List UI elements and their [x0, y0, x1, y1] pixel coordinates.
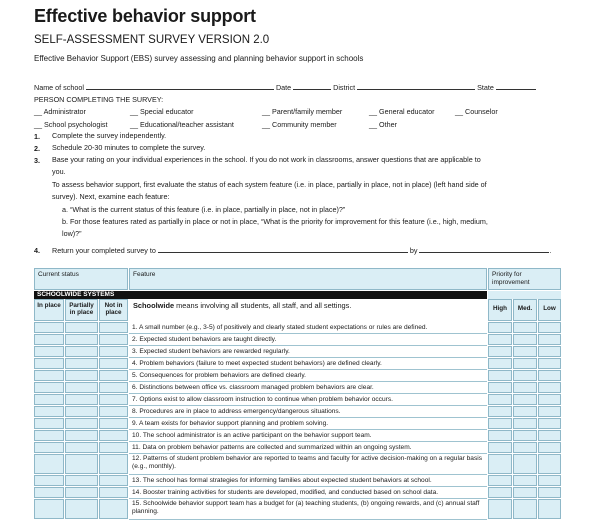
partially-cell[interactable] [65, 370, 98, 381]
not-in-place-cell[interactable] [99, 499, 128, 519]
instruction-number: 4. [34, 246, 40, 255]
low-cell[interactable] [538, 454, 561, 474]
high-cell[interactable] [488, 370, 512, 381]
instruction-number: 2. [34, 144, 40, 153]
feature-text: 10. The school administrator is an active participant on the behavior support team. [129, 430, 487, 442]
option-school-psychologist[interactable]: __ School psychologist [34, 120, 108, 129]
in-place-cell[interactable] [34, 322, 64, 333]
in-place-cell[interactable] [34, 442, 64, 453]
not-in-place-cell[interactable] [99, 394, 128, 405]
medium-cell[interactable] [513, 430, 537, 441]
page-subtitle: SELF-ASSESSMENT SURVEY VERSION 2.0 [34, 34, 270, 46]
instruction-text: you. [52, 167, 66, 176]
feature-text: 3. Expected student behaviors are rewarded regularly. [129, 346, 487, 358]
survey-table [34, 268, 561, 526]
return-field[interactable] [158, 245, 408, 253]
high-cell[interactable] [488, 394, 512, 405]
feature-text: 9. A team exists for behavior support planning and problem solving. [129, 418, 487, 430]
not-in-place-cell[interactable] [99, 346, 128, 357]
current-status-header: Current status [34, 268, 128, 290]
high-cell[interactable] [488, 499, 512, 519]
option-general-educator[interactable]: __ General educator [369, 107, 435, 116]
not-in-place-cell[interactable] [99, 382, 128, 393]
in-place-cell[interactable] [34, 406, 64, 417]
partially-cell[interactable] [65, 418, 98, 429]
medium-cell[interactable] [513, 358, 537, 369]
high-cell[interactable] [488, 442, 512, 453]
feature-text: 1. A small number (e.g., 3-5) of positively and clearly stated student expectations or rules are defined. [129, 322, 487, 334]
partially-cell[interactable] [65, 454, 98, 474]
not-in-place-cell[interactable] [99, 334, 128, 345]
by-label: by [409, 246, 418, 255]
option-community-member[interactable]: __ Community member [262, 120, 337, 129]
in-place-header: In place [34, 299, 64, 321]
state-label: State [477, 83, 494, 92]
partially-cell[interactable] [65, 475, 98, 486]
feature-text: 5. Consequences for problem behaviors are defined clearly. [129, 370, 487, 382]
partially-header: Partially in place [65, 299, 98, 321]
partially-cell[interactable] [65, 358, 98, 369]
not-in-place-cell[interactable] [99, 358, 128, 369]
school-label: Name of school [34, 83, 84, 92]
not-in-place-cell[interactable] [99, 406, 128, 417]
low-cell[interactable] [538, 406, 561, 417]
partially-cell[interactable] [65, 487, 98, 498]
page-title: Effective behavior support [34, 6, 256, 26]
in-place-cell[interactable] [34, 394, 64, 405]
low-cell[interactable] [538, 334, 561, 345]
medium-cell[interactable] [513, 475, 537, 486]
low-cell[interactable] [538, 382, 561, 393]
low-cell[interactable] [538, 418, 561, 429]
partially-cell[interactable] [65, 499, 98, 519]
partially-cell[interactable] [65, 430, 98, 441]
low-cell[interactable] [538, 394, 561, 405]
priority-header: Priority for improvement [488, 268, 561, 290]
in-place-cell[interactable] [34, 370, 64, 381]
option-other[interactable]: __ Other [369, 120, 397, 129]
feature-text: 6. Distinctions between office vs. classroom managed problem behaviors are clear. [129, 382, 487, 394]
school-field[interactable] [86, 82, 274, 90]
option-administrator[interactable]: __ Administrator [34, 107, 86, 116]
partially-cell[interactable] [65, 382, 98, 393]
partially-cell[interactable] [65, 334, 98, 345]
option-counselor[interactable]: __ Counselor [455, 107, 498, 116]
district-label: District [333, 83, 356, 92]
low-cell[interactable] [538, 442, 561, 453]
in-place-cell[interactable] [34, 346, 64, 357]
not-in-place-header: Not in place [99, 299, 128, 321]
state-field[interactable] [496, 82, 536, 90]
in-place-cell[interactable] [34, 454, 64, 474]
feature-text: 8. Procedures are in place to address emergency/dangerous situations. [129, 406, 487, 418]
high-cell[interactable] [488, 382, 512, 393]
date-field[interactable] [293, 82, 331, 90]
intro-text: Effective Behavior Support (EBS) survey assessing and planning behavior support in schools [34, 54, 364, 63]
low-cell[interactable] [538, 475, 561, 486]
not-in-place-cell[interactable] [99, 418, 128, 429]
schoolwide-definition: Schoolwide means involving all students, all staff, and all settings. [133, 301, 352, 310]
feature-text: 2. Expected student behaviors are taught directly. [129, 334, 487, 346]
high-header: High [488, 299, 512, 321]
option-special-educator[interactable]: __ Special educator [130, 107, 194, 116]
return-row: Return your completed survey to by . [52, 246, 552, 255]
not-in-place-cell[interactable] [99, 322, 128, 333]
in-place-cell[interactable] [34, 499, 64, 519]
high-cell[interactable] [488, 406, 512, 417]
in-place-cell[interactable] [34, 334, 64, 345]
partially-cell[interactable] [65, 406, 98, 417]
high-cell[interactable] [488, 334, 512, 345]
high-cell[interactable] [488, 454, 512, 474]
school-row [34, 82, 536, 92]
low-cell[interactable] [538, 346, 561, 357]
medium-cell[interactable] [513, 346, 537, 357]
partially-cell[interactable] [65, 394, 98, 405]
medium-cell[interactable] [513, 406, 537, 417]
instruction-number: 3. [34, 156, 40, 165]
in-place-cell[interactable] [34, 418, 64, 429]
not-in-place-cell[interactable] [99, 370, 128, 381]
district-field[interactable] [357, 82, 475, 90]
instruction-text: Base your rating on your individual experiences in the school. If you do not work in classrooms, answer questions that are applicable to [52, 155, 481, 164]
return-label: Return your completed survey to [52, 246, 156, 255]
instruction-text: a. “What is the current status of this feature (i.e. in place, partially in place, not in place)?” [62, 205, 346, 214]
high-cell[interactable] [488, 487, 512, 498]
not-in-place-cell[interactable] [99, 442, 128, 453]
high-cell[interactable] [488, 322, 512, 333]
medium-cell[interactable] [513, 370, 537, 381]
not-in-place-cell[interactable] [99, 454, 128, 474]
in-place-cell[interactable] [34, 430, 64, 441]
low-cell[interactable] [538, 370, 561, 381]
low-cell[interactable] [538, 430, 561, 441]
not-in-place-cell[interactable] [99, 475, 128, 486]
medium-cell[interactable] [513, 322, 537, 333]
medium-cell[interactable] [513, 394, 537, 405]
feature-text: 7. Options exist to allow classroom instruction to continue when problem behavior occurs. [129, 394, 487, 406]
high-cell[interactable] [488, 430, 512, 441]
date-label: Date [275, 83, 292, 92]
partially-cell[interactable] [65, 346, 98, 357]
feature-text: 12. Patterns of student problem behavior are reported to teams and faculty for active decision-making on a regular basis (e.g., monthly). [129, 454, 487, 475]
high-cell[interactable] [488, 346, 512, 357]
feature-text: 15. Schoolwide behavior support team has a budget for (a) teaching students, (b) ongoing rewards, and (c) annual staff planning. [129, 499, 487, 520]
not-in-place-cell[interactable] [99, 430, 128, 441]
instruction-text: low)?” [62, 229, 82, 238]
feature-text: 14. Booster training activities for students are developed, modified, and conducted based on school data. [129, 487, 487, 499]
medium-header: Med. [513, 299, 537, 321]
feature-header: Feature [129, 268, 487, 290]
medium-cell[interactable] [513, 334, 537, 345]
high-cell[interactable] [488, 358, 512, 369]
instruction-text: b. For those features rated as partially in place or not in place, “What is the priority for improvement for this feature (i.e., high, medium, [62, 217, 488, 226]
instruction-text: survey). Next, examine each feature: [52, 192, 170, 201]
medium-cell[interactable] [513, 487, 537, 498]
instruction-text: Complete the survey independently. [52, 131, 167, 140]
in-place-cell[interactable] [34, 475, 64, 486]
low-cell[interactable] [538, 322, 561, 333]
medium-cell[interactable] [513, 454, 537, 474]
in-place-cell[interactable] [34, 487, 64, 498]
in-place-cell[interactable] [34, 382, 64, 393]
medium-cell[interactable] [513, 418, 537, 429]
high-cell[interactable] [488, 475, 512, 486]
by-field[interactable] [419, 245, 549, 253]
low-cell[interactable] [538, 499, 561, 519]
instruction-text: To assess behavior support, first evaluate the status of each system feature (i.e. in place, partially in place, not in place) (left hand side of [52, 180, 487, 189]
partially-cell[interactable] [65, 442, 98, 453]
partially-cell[interactable] [65, 322, 98, 333]
feature-text: 13. The school has formal strategies for informing families about expected student behaviors at school. [129, 475, 487, 487]
low-cell[interactable] [538, 358, 561, 369]
instruction-number: 1. [34, 132, 40, 141]
low-cell[interactable] [538, 487, 561, 498]
option-parent[interactable]: __ Parent/family member [262, 107, 343, 116]
feature-text: 4. Problem behaviors (failure to meet expected student behaviors) are defined clearly. [129, 358, 487, 370]
instruction-text: Schedule 20-30 minutes to complete the survey. [52, 143, 206, 152]
person-label: PERSON COMPLETING THE SURVEY: [34, 95, 164, 104]
not-in-place-cell[interactable] [99, 487, 128, 498]
medium-cell[interactable] [513, 382, 537, 393]
low-header: Low [538, 299, 561, 321]
in-place-cell[interactable] [34, 358, 64, 369]
section-header-fill [488, 291, 561, 299]
feature-text: 11. Data on problem behavior patterns are collected and summarized within an ongoing system. [129, 442, 487, 454]
section-header: SCHOOLWIDE SYSTEMS [34, 291, 487, 299]
high-cell[interactable] [488, 418, 512, 429]
medium-cell[interactable] [513, 499, 537, 519]
medium-cell[interactable] [513, 442, 537, 453]
option-teacher-assistant[interactable]: __ Educational/teacher assistant [130, 120, 234, 129]
